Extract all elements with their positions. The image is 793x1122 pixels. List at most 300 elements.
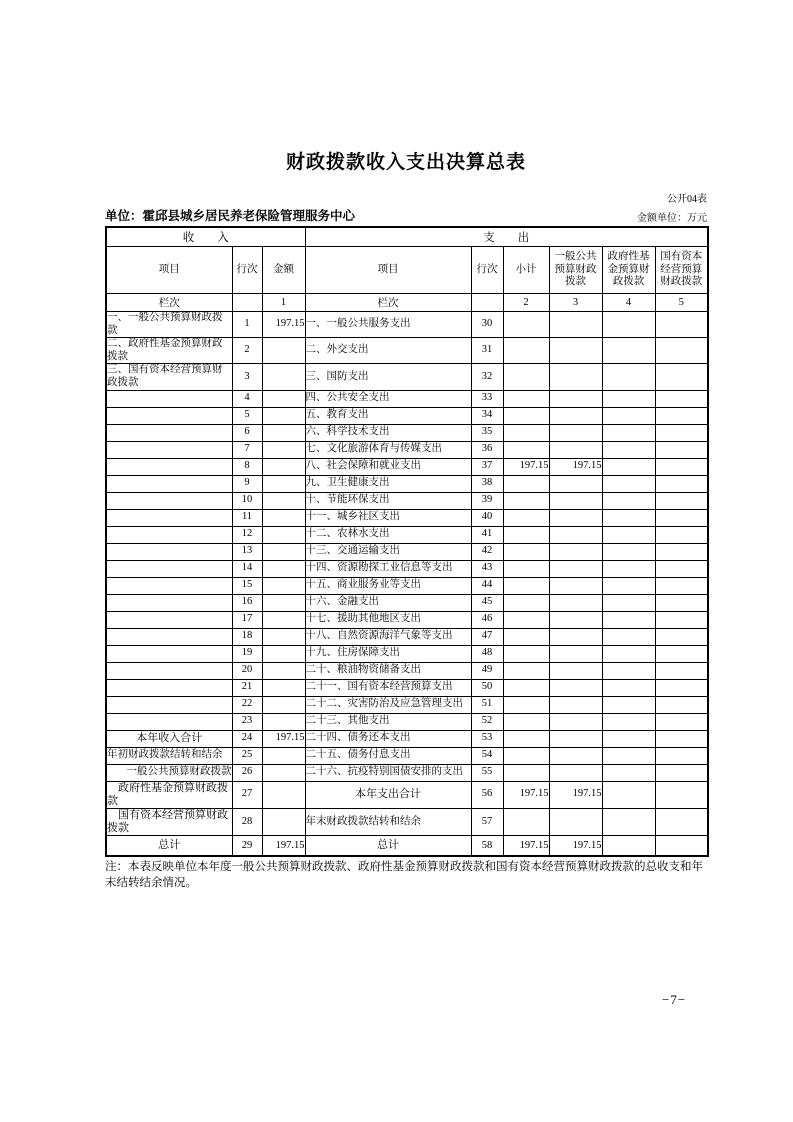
income-rownum-cell: 23 xyxy=(232,713,262,730)
expense-rownum-cell: 57 xyxy=(471,808,503,835)
expense-gov-fund-cell xyxy=(602,679,655,696)
income-item-cell xyxy=(106,662,232,679)
expense-gov-fund-cell xyxy=(602,611,655,628)
expense-general-budget-cell: 197.15 xyxy=(549,836,602,857)
income-rownum-cell: 22 xyxy=(232,696,262,713)
income-rownum-cell: 29 xyxy=(232,836,262,857)
expense-general-budget-cell xyxy=(549,808,602,835)
page-number: −7− xyxy=(662,992,687,1007)
expense-item-cell: 十二、农林水支出 xyxy=(305,526,471,543)
expense-gov-fund-cell xyxy=(602,441,655,458)
income-section-header: 收 入 xyxy=(106,227,305,247)
index-expense-rownum-empty xyxy=(471,294,503,312)
expense-rownum-cell: 46 xyxy=(471,611,503,628)
income-rownum-cell: 3 xyxy=(232,364,262,390)
expense-subtotal-cell xyxy=(503,808,549,835)
income-item-cell: 一般公共预算财政拨款 xyxy=(106,764,232,781)
income-item-cell xyxy=(106,526,232,543)
expense-item-cell: 十八、自然资源海洋气象等支出 xyxy=(305,628,471,645)
expense-gov-fund-cell xyxy=(602,836,655,857)
table-row xyxy=(106,364,708,390)
expense-subtotal-cell xyxy=(503,611,549,628)
expense-item-cell: 十七、援助其他地区支出 xyxy=(305,611,471,628)
table-row xyxy=(106,509,708,526)
index-col-3: 3 xyxy=(549,294,602,312)
expense-gov-fund-cell xyxy=(602,560,655,577)
income-rownum-cell: 27 xyxy=(232,781,262,808)
expense-general-budget-cell xyxy=(549,628,602,645)
income-rownum-cell: 16 xyxy=(232,594,262,611)
income-amount-cell xyxy=(262,628,305,645)
income-item-cell xyxy=(106,458,232,475)
income-item-cell xyxy=(106,560,232,577)
col-header-income-amount: 金额 xyxy=(262,247,305,294)
expense-general-budget-cell xyxy=(549,441,602,458)
expense-general-budget-cell xyxy=(549,611,602,628)
income-amount-cell xyxy=(262,713,305,730)
expense-subtotal-cell xyxy=(503,577,549,594)
index-col-1: 1 xyxy=(262,294,305,312)
index-expense-label: 栏次 xyxy=(305,294,471,312)
index-income-rownum-empty xyxy=(232,294,262,312)
income-item-cell xyxy=(106,424,232,441)
expense-subtotal-cell xyxy=(503,312,549,338)
income-item-cell xyxy=(106,407,232,424)
table-row xyxy=(106,543,708,560)
expense-item-cell: 二、外交支出 xyxy=(305,338,471,364)
expense-item-cell: 总计 xyxy=(305,836,471,857)
income-rownum-cell: 1 xyxy=(232,312,262,338)
expense-gov-fund-cell xyxy=(602,730,655,747)
index-income-label: 栏次 xyxy=(106,294,232,312)
expense-general-budget-cell xyxy=(549,662,602,679)
income-rownum-cell: 9 xyxy=(232,475,262,492)
expense-gov-fund-cell xyxy=(602,424,655,441)
income-rownum-cell: 5 xyxy=(232,407,262,424)
income-amount-cell xyxy=(262,338,305,364)
expense-state-capital-cell xyxy=(655,808,708,835)
income-amount-cell: 197.15 xyxy=(262,312,305,338)
expense-rownum-cell: 39 xyxy=(471,492,503,509)
income-amount-cell xyxy=(262,390,305,407)
expense-general-budget-cell xyxy=(549,364,602,390)
expense-rownum-cell: 52 xyxy=(471,713,503,730)
income-amount-cell xyxy=(262,424,305,441)
expense-gov-fund-cell xyxy=(602,628,655,645)
expense-item-cell: 二十四、债务还本支出 xyxy=(305,730,471,747)
column-header-row xyxy=(106,247,708,294)
expense-rownum-cell: 42 xyxy=(471,543,503,560)
expense-general-budget-cell xyxy=(549,492,602,509)
expense-state-capital-cell xyxy=(655,611,708,628)
expense-state-capital-cell xyxy=(655,679,708,696)
income-amount-cell: 197.15 xyxy=(262,836,305,857)
table-row xyxy=(106,338,708,364)
table-row xyxy=(106,696,708,713)
income-amount-cell xyxy=(262,509,305,526)
col-header-gov-fund-budget: 政府性基金预算财政拨款 xyxy=(602,247,655,294)
expense-subtotal-cell xyxy=(503,475,549,492)
income-rownum-cell: 18 xyxy=(232,628,262,645)
income-amount-cell xyxy=(262,679,305,696)
expense-state-capital-cell xyxy=(655,338,708,364)
expense-state-capital-cell xyxy=(655,594,708,611)
table-row xyxy=(106,312,708,338)
page-title: 财政拨款收入支出决算总表 xyxy=(285,152,526,173)
expense-gov-fund-cell xyxy=(602,696,655,713)
income-rownum-cell: 25 xyxy=(232,747,262,764)
table-row xyxy=(106,679,708,696)
expense-gov-fund-cell xyxy=(602,543,655,560)
expense-gov-fund-cell xyxy=(602,390,655,407)
table-row xyxy=(106,781,708,808)
expense-state-capital-cell xyxy=(655,781,708,808)
expense-subtotal-cell: 197.15 xyxy=(503,458,549,475)
table-row xyxy=(106,577,708,594)
income-item-cell: 本年收入合计 xyxy=(106,730,232,747)
income-item-cell xyxy=(106,492,232,509)
expense-state-capital-cell xyxy=(655,836,708,857)
income-rownum-cell: 20 xyxy=(232,662,262,679)
income-amount-cell xyxy=(262,645,305,662)
expense-general-budget-cell xyxy=(549,764,602,781)
table-row xyxy=(106,836,708,857)
expense-subtotal-cell xyxy=(503,747,549,764)
index-col-2: 2 xyxy=(503,294,549,312)
table-row xyxy=(106,808,708,835)
expense-subtotal-cell xyxy=(503,492,549,509)
expense-rownum-cell: 43 xyxy=(471,560,503,577)
income-amount-cell xyxy=(262,696,305,713)
expense-item-cell: 十九、住房保障支出 xyxy=(305,645,471,662)
expense-item-cell: 十六、金融支出 xyxy=(305,594,471,611)
expense-general-budget-cell xyxy=(549,390,602,407)
table-row xyxy=(106,492,708,509)
expense-gov-fund-cell xyxy=(602,312,655,338)
table-row xyxy=(106,764,708,781)
expense-rownum-cell: 58 xyxy=(471,836,503,857)
expense-rownum-cell: 49 xyxy=(471,662,503,679)
income-amount-cell xyxy=(262,611,305,628)
col-header-income-rownum: 行次 xyxy=(232,247,262,294)
income-rownum-cell: 2 xyxy=(232,338,262,364)
expense-gov-fund-cell xyxy=(602,781,655,808)
table-row xyxy=(106,747,708,764)
income-rownum-cell: 13 xyxy=(232,543,262,560)
table-row xyxy=(106,475,708,492)
income-item-cell: 总计 xyxy=(106,836,232,857)
expense-subtotal-cell xyxy=(503,441,549,458)
income-rownum-cell: 7 xyxy=(232,441,262,458)
expense-gov-fund-cell xyxy=(602,594,655,611)
expense-rownum-cell: 32 xyxy=(471,364,503,390)
index-col-5: 5 xyxy=(655,294,708,312)
expense-subtotal-cell xyxy=(503,679,549,696)
expense-gov-fund-cell xyxy=(602,458,655,475)
expense-gov-fund-cell xyxy=(602,808,655,835)
expense-state-capital-cell xyxy=(655,424,708,441)
expense-state-capital-cell xyxy=(655,364,708,390)
expense-rownum-cell: 50 xyxy=(471,679,503,696)
expense-gov-fund-cell xyxy=(602,747,655,764)
expense-item-cell: 二十六、抗疫特别国债安排的支出 xyxy=(305,764,471,781)
expense-subtotal-cell: 197.15 xyxy=(503,836,549,857)
expense-rownum-cell: 54 xyxy=(471,747,503,764)
expense-gov-fund-cell xyxy=(602,764,655,781)
expense-rownum-cell: 30 xyxy=(471,312,503,338)
expense-state-capital-cell xyxy=(655,407,708,424)
expense-rownum-cell: 35 xyxy=(471,424,503,441)
expense-rownum-cell: 53 xyxy=(471,730,503,747)
expense-subtotal-cell xyxy=(503,424,549,441)
income-item-cell: 三、国有资本经营预算财政拨款 xyxy=(106,364,232,390)
table-row xyxy=(106,662,708,679)
table-row xyxy=(106,441,708,458)
income-rownum-cell: 24 xyxy=(232,730,262,747)
expense-general-budget-cell xyxy=(549,730,602,747)
expense-rownum-cell: 45 xyxy=(471,594,503,611)
expense-gov-fund-cell xyxy=(602,509,655,526)
table-note: 注：本表反映单位本年度一般公共预算财政拨款、政府性基金预算财政拨款和国有资本经营预算财政拨款的总收支和年末结转结余情况。 xyxy=(105,861,703,889)
expense-gov-fund-cell xyxy=(602,526,655,543)
table-row xyxy=(106,645,708,662)
expense-item-cell: 四、公共安全支出 xyxy=(305,390,471,407)
table-row xyxy=(106,458,708,475)
income-rownum-cell: 28 xyxy=(232,808,262,835)
expense-rownum-cell: 33 xyxy=(471,390,503,407)
income-amount-cell xyxy=(262,560,305,577)
income-item-cell xyxy=(106,509,232,526)
expense-rownum-cell: 47 xyxy=(471,628,503,645)
expense-state-capital-cell xyxy=(655,526,708,543)
expense-subtotal-cell xyxy=(503,645,549,662)
table-row xyxy=(106,628,708,645)
expense-gov-fund-cell xyxy=(602,492,655,509)
expense-item-cell: 十一、城乡社区支出 xyxy=(305,509,471,526)
expense-subtotal-cell xyxy=(503,543,549,560)
expense-state-capital-cell xyxy=(655,492,708,509)
income-item-cell xyxy=(106,577,232,594)
expense-state-capital-cell xyxy=(655,390,708,407)
expense-gov-fund-cell xyxy=(602,662,655,679)
expense-state-capital-cell xyxy=(655,713,708,730)
expense-item-cell: 二十五、债务付息支出 xyxy=(305,747,471,764)
income-item-cell xyxy=(106,543,232,560)
expense-general-budget-cell xyxy=(549,424,602,441)
income-amount-cell xyxy=(262,577,305,594)
col-header-general-budget: 一般公共预算财政拨款 xyxy=(549,247,602,294)
expense-state-capital-cell xyxy=(655,543,708,560)
form-code: 公开04表 xyxy=(667,194,707,205)
income-rownum-cell: 8 xyxy=(232,458,262,475)
expense-gov-fund-cell xyxy=(602,577,655,594)
expense-general-budget-cell xyxy=(549,594,602,611)
col-header-subtotal: 小计 xyxy=(503,247,549,294)
expense-gov-fund-cell xyxy=(602,407,655,424)
column-index-row xyxy=(106,294,708,312)
expense-item-cell: 本年支出合计 xyxy=(305,781,471,808)
expense-item-cell: 八、社会保障和就业支出 xyxy=(305,458,471,475)
expense-subtotal-cell xyxy=(503,662,549,679)
expense-rownum-cell: 55 xyxy=(471,764,503,781)
expense-item-cell: 九、卫生健康支出 xyxy=(305,475,471,492)
expense-general-budget-cell xyxy=(549,645,602,662)
income-amount-cell xyxy=(262,781,305,808)
table-row xyxy=(106,390,708,407)
expense-rownum-cell: 51 xyxy=(471,696,503,713)
income-item-cell xyxy=(106,645,232,662)
income-amount-cell xyxy=(262,492,305,509)
expense-gov-fund-cell xyxy=(602,645,655,662)
expense-item-cell: 一、一般公共服务支出 xyxy=(305,312,471,338)
income-rownum-cell: 26 xyxy=(232,764,262,781)
expense-general-budget-cell xyxy=(549,526,602,543)
income-amount-cell xyxy=(262,808,305,835)
income-amount-cell xyxy=(262,364,305,390)
income-item-cell xyxy=(106,441,232,458)
income-rownum-cell: 15 xyxy=(232,577,262,594)
expense-general-budget-cell xyxy=(549,679,602,696)
expense-subtotal-cell xyxy=(503,628,549,645)
expense-general-budget-cell xyxy=(549,312,602,338)
expense-item-cell: 三、国防支出 xyxy=(305,364,471,390)
col-header-expense-rownum: 行次 xyxy=(471,247,503,294)
expense-state-capital-cell xyxy=(655,441,708,458)
summary-table xyxy=(105,226,709,857)
expense-item-cell: 七、文化旅游体育与传媒支出 xyxy=(305,441,471,458)
income-item-cell: 政府性基金预算财政拨款 xyxy=(106,781,232,808)
expense-state-capital-cell xyxy=(655,764,708,781)
income-amount-cell xyxy=(262,662,305,679)
expense-item-cell: 十三、交通运输支出 xyxy=(305,543,471,560)
income-item-cell: 国有资本经营预算财政拨款 xyxy=(106,808,232,835)
income-amount-cell xyxy=(262,594,305,611)
income-item-cell xyxy=(106,713,232,730)
expense-state-capital-cell xyxy=(655,577,708,594)
expense-rownum-cell: 38 xyxy=(471,475,503,492)
income-rownum-cell: 4 xyxy=(232,390,262,407)
expense-state-capital-cell xyxy=(655,458,708,475)
expense-rownum-cell: 41 xyxy=(471,526,503,543)
section-header-row xyxy=(106,227,708,247)
table-row xyxy=(106,713,708,730)
income-rownum-cell: 10 xyxy=(232,492,262,509)
expense-item-cell: 十五、商业服务业等支出 xyxy=(305,577,471,594)
income-item-cell xyxy=(106,679,232,696)
income-rownum-cell: 11 xyxy=(232,509,262,526)
expense-state-capital-cell xyxy=(655,645,708,662)
expense-rownum-cell: 48 xyxy=(471,645,503,662)
expense-subtotal-cell xyxy=(503,364,549,390)
expense-state-capital-cell xyxy=(655,628,708,645)
expense-general-budget-cell xyxy=(549,577,602,594)
expense-subtotal-cell xyxy=(503,594,549,611)
expense-state-capital-cell xyxy=(655,730,708,747)
income-rownum-cell: 6 xyxy=(232,424,262,441)
expense-item-cell: 十、节能环保支出 xyxy=(305,492,471,509)
income-amount-cell xyxy=(262,526,305,543)
expense-gov-fund-cell xyxy=(602,475,655,492)
income-amount-cell xyxy=(262,441,305,458)
expense-gov-fund-cell xyxy=(602,338,655,364)
expense-subtotal-cell xyxy=(503,560,549,577)
income-amount-cell: 197.15 xyxy=(262,730,305,747)
unit-row xyxy=(105,206,707,224)
expense-general-budget-cell xyxy=(549,475,602,492)
income-item-cell xyxy=(106,390,232,407)
index-col-4: 4 xyxy=(602,294,655,312)
col-header-income-item: 项目 xyxy=(106,247,232,294)
income-rownum-cell: 14 xyxy=(232,560,262,577)
expense-item-cell: 年末财政拨款结转和结余 xyxy=(305,808,471,835)
expense-general-budget-cell xyxy=(549,543,602,560)
expense-subtotal-cell: 197.15 xyxy=(503,781,549,808)
table-row xyxy=(106,611,708,628)
col-header-state-capital-budget: 国有资本经营预算财政拨款 xyxy=(655,247,708,294)
expense-subtotal-cell xyxy=(503,713,549,730)
unit-name: 单位：霍邱县城乡居民养老保险管理服务中心 xyxy=(105,209,356,223)
expense-item-cell: 六、科学技术支出 xyxy=(305,424,471,441)
expense-rownum-cell: 56 xyxy=(471,781,503,808)
table-row xyxy=(106,407,708,424)
income-amount-cell xyxy=(262,747,305,764)
income-amount-cell xyxy=(262,458,305,475)
expense-state-capital-cell xyxy=(655,662,708,679)
expense-state-capital-cell xyxy=(655,560,708,577)
expense-rownum-cell: 44 xyxy=(471,577,503,594)
expense-subtotal-cell xyxy=(503,407,549,424)
expense-general-budget-cell xyxy=(549,560,602,577)
expense-gov-fund-cell xyxy=(602,364,655,390)
table-row xyxy=(106,526,708,543)
expense-general-budget-cell xyxy=(549,696,602,713)
expense-state-capital-cell xyxy=(655,696,708,713)
expense-general-budget-cell: 197.15 xyxy=(549,458,602,475)
table-row xyxy=(106,424,708,441)
income-item-cell xyxy=(106,696,232,713)
expense-general-budget-cell xyxy=(549,407,602,424)
income-item-cell: 一、一般公共预算财政拨款 xyxy=(106,312,232,338)
expense-general-budget-cell: 197.15 xyxy=(549,781,602,808)
income-item-cell xyxy=(106,475,232,492)
expense-item-cell: 十四、资源勘探工业信息等支出 xyxy=(305,560,471,577)
expense-rownum-cell: 36 xyxy=(471,441,503,458)
income-rownum-cell: 19 xyxy=(232,645,262,662)
income-item-cell xyxy=(106,611,232,628)
expense-subtotal-cell xyxy=(503,764,549,781)
expense-subtotal-cell xyxy=(503,526,549,543)
expense-general-budget-cell xyxy=(549,713,602,730)
table-row xyxy=(106,730,708,747)
income-rownum-cell: 12 xyxy=(232,526,262,543)
income-item-cell: 二、政府性基金预算财政拨款 xyxy=(106,338,232,364)
expense-general-budget-cell xyxy=(549,509,602,526)
income-amount-cell xyxy=(262,543,305,560)
expense-section-header: 支 出 xyxy=(305,227,708,247)
expense-subtotal-cell xyxy=(503,730,549,747)
income-item-cell: 年初财政拨款结转和结余 xyxy=(106,747,232,764)
expense-item-cell: 二十二、灾害防治及应急管理支出 xyxy=(305,696,471,713)
expense-item-cell: 二十三、其他支出 xyxy=(305,713,471,730)
expense-subtotal-cell xyxy=(503,338,549,364)
income-rownum-cell: 17 xyxy=(232,611,262,628)
expense-state-capital-cell xyxy=(655,747,708,764)
expense-subtotal-cell xyxy=(503,509,549,526)
expense-item-cell: 二十一、国有资本经营预算支出 xyxy=(305,679,471,696)
expense-subtotal-cell xyxy=(503,696,549,713)
expense-subtotal-cell xyxy=(503,390,549,407)
table-row xyxy=(106,594,708,611)
